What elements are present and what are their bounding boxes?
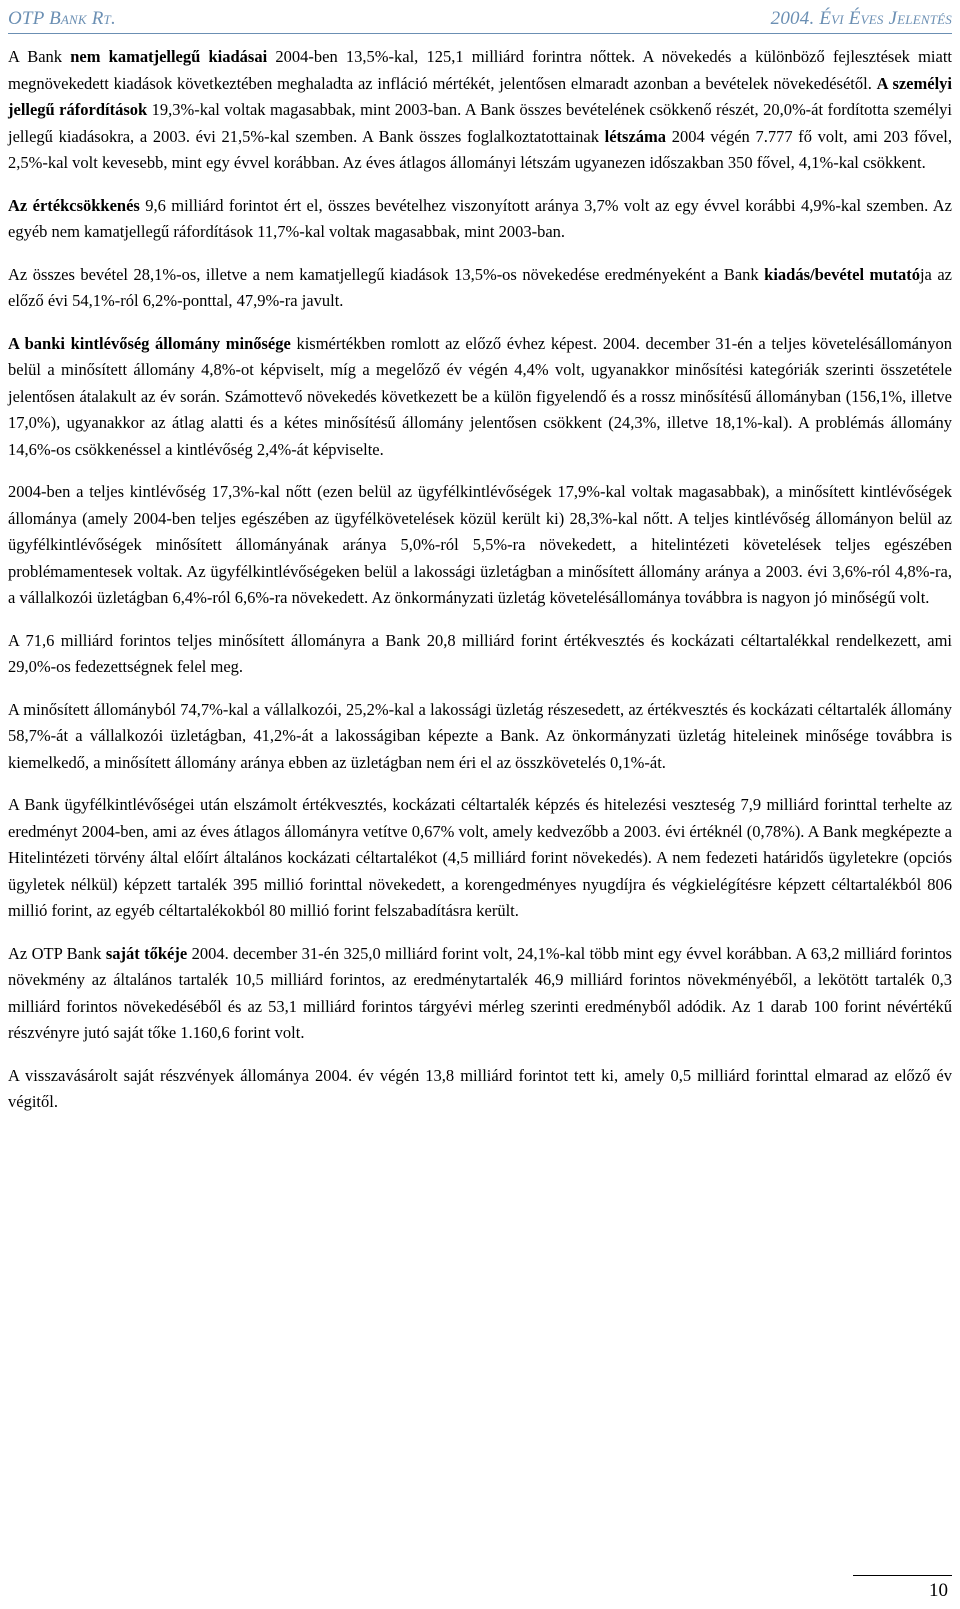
text-run: A 71,6 milliárd forintos teljes minősített állományra a Bank 20,8 milliárd forint értékvesztés és kockázati céltartalékkal rendelkezett, ami 29,0%-os fedezettségnek felel meg.	[8, 630, 952, 676]
text-run: kismértékben romlott az előző évhez képest. 2004. december 31-én a teljes követelésállományon belül a minősített állomány 4,8%-ot képviselt, míg a megelőző év végén 4,4% volt, ugyanakkor minősítési kategóriák szerinti összetétele jelentősen átalakult az év során. Számottevő növekedés következett be a külön figyelendő és a rossz minősítésű állományban (156,1%, illetve 17,0%), ugyanakkor az átlag alatti és a kétes minősítésű állomány jelentősen csökkent (24,3%, illetve 18,1%-kal). A problémás állomány 14,6%-os csökkenéssel a kintlévőség 2,4%-át képviselte.	[8, 333, 952, 459]
header-rule	[8, 33, 952, 34]
bold-term: nem kamatjellegű kiadásai	[70, 47, 268, 66]
text-run: Az összes bevétel 28,1%-os, illetve a nem kamatjellegű kiadások 13,5%-os növekedése eredményeként a Bank	[8, 264, 765, 284]
page-number: 10	[929, 1580, 948, 1601]
paragraph-6	[8, 628, 952, 681]
text-run: 2004-ben a teljes kintlévőség 17,3%-kal nőtt (ezen belül az ügyfélkintlévőségek 17,9%-kal voltak magasabbak), a minősített kintlévőségek állománya (amely 2004-ben teljes egészében az ügyfélkövetelések közül került ki) 28,3%-kal nőtt. A teljes kintlévőség állományon belül az ügyfélkintlévőségek minősített állományának aránya 5,0%-ról 5,5%-ra növekedett, a hitelintézeti követelések teljes egészében problémamentesek voltak. Az ügyfélkintlévőségeken belül a lakossági üzletágban a minősített állomány aránya a 2003. évi 3,6%-ról 4,8%-ra, a vállalkozói üzletágban 6,4%-ról 6,6%-ra növekedett. Az önkormányzati üzletág követelésállománya továbbra is nagyon jó minőségű volt.	[8, 482, 952, 607]
header-company-name: OTP Bank Rt.	[8, 8, 116, 29]
bold-term: A személyi jellegű ráfordítások	[8, 73, 952, 119]
paragraph-8	[8, 792, 952, 925]
text-run: 9,6 milliárd forintot ért el, összes bevételhez viszonyított aránya 3,7% volt az egy évvel korábbi 4,9%-kal szemben. Az egyéb nem kamatjellegű ráfordítások 11,7%-kal voltak magasabbak, mint 2003-ban.	[8, 195, 952, 241]
text-run: A minősített állományból 74,7%-kal a vállalkozói, 25,2%-kal a lakossági üzletág részesedett, az értékvesztés és kockázati céltartalék állomány 58,7%-át a vállalkozói üzletágban, 41,2%-át a lakosságiban képezte a Bank. Az önkormányzati üzletág hiteleinek minősége továbbra is kiemelkedő, a minősített állomány aránya ebben az üzletágban nem éri el az összkövetelés 0,1%-át.	[8, 699, 952, 772]
bold-term: A banki kintlévőség állomány minősége	[8, 333, 291, 353]
paragraph-2	[8, 193, 952, 246]
text-run: 2004 végén 7.777 fő volt, ami 203 fővel, 2,5%-kal volt kevesebb, mint egy évvel korábban. Az éves átlagos állományi létszám ugyanezen időszakban 350 fővel, 4,1%-kal csökkent.	[8, 126, 952, 172]
paragraph-5	[8, 479, 952, 612]
paragraph-7	[8, 697, 952, 777]
paragraph-1	[8, 44, 952, 177]
text-run: A Bank ügyfélkintlévőségei után elszámolt értékvesztés, kockázati céltartalék képzés és hitelezési veszteség 7,9 milliárd forinttal terhelte az eredményt 2004-ben, ami az éves átlagos állományra vetítve 0,67% volt, amely kedvezőbb a 2003. évi értéknél (0,78%). A Bank megképezte a Hitelintézeti törvény által előírt általános kockázati céltartalékot (4,5 milliárd forint növekedés). A nem fedezeti határidős ügyletekre (opciós ügyletek nélkül) képzett tartalék 395 millió forinttal növekedett, a korengedményes nyugdíjra és végkielégítésre képzett céltartalékból 806 millió forint, az egyéb céltartalékokból 80 millió forint felszabadításra került.	[8, 795, 952, 920]
text-run: 19,3%-kal voltak magasabbak, mint 2003-ban. A Bank összes bevételének csökkenő részét, 20,0%-át fordította személyi jellegű kiadásokra, a 2003. évi 21,5%-kal szemben. A Bank összes foglalkoztatottainak	[8, 100, 953, 146]
paragraph-10	[8, 1063, 952, 1116]
bold-term: kiadás/bevétel mutató	[764, 264, 920, 284]
paragraph-4	[8, 331, 952, 464]
text-run: ja az előző évi 54,1%-ról 6,2%-ponttal, 47,9%-ra javult.	[8, 264, 952, 310]
footer-rule	[853, 1575, 952, 1576]
bold-term: létszáma	[604, 126, 667, 146]
text-run: 2004. december 31-én 325,0 milliárd forint volt, 24,1%-kal több mint egy évvel korábban. A 63,2 milliárd forintos növekmény az általános tartalék 10,5 milliárd forintos, az eredménytartalék 46,9 milliárd forintos növekményéből, a lekötött tartalék 0,3 milliárd forintos növekedéséből és az 53,1 milliárd forintos tárgyévi mérleg szerinti eredményből adódik. Az 1 darab 100 forint névértékű részvényre jutó saját tőke 1.160,6 forint volt.	[8, 943, 952, 1042]
bold-term: saját tőkéje	[105, 943, 188, 963]
text-run: Az OTP Bank	[8, 943, 106, 963]
header-report-title: 2004. Évi Éves Jelentés	[770, 8, 952, 29]
document-body	[8, 44, 952, 1132]
text-run: A visszavásárolt saját részvények állománya 2004. év végén 13,8 milliárd forintot tett ki, amely 0,5 milliárd forinttal elmarad az előző év végitől.	[8, 1065, 952, 1111]
bold-term: Az értékcsökkenés	[8, 195, 140, 215]
text-run: A Bank	[8, 47, 71, 66]
page-header	[8, 8, 952, 30]
paragraph-9	[8, 941, 952, 1047]
text-run: 2004-ben 13,5%-kal, 125,1 milliárd forintra nőttek. A növekedés a különböző fejlesztések miatt megnövekedett kiadások következtében meghaladta az infláció mértékét, jelentősen elmaradt azonban a bevételek növekedésétől.	[8, 47, 952, 93]
paragraph-3	[8, 262, 952, 315]
